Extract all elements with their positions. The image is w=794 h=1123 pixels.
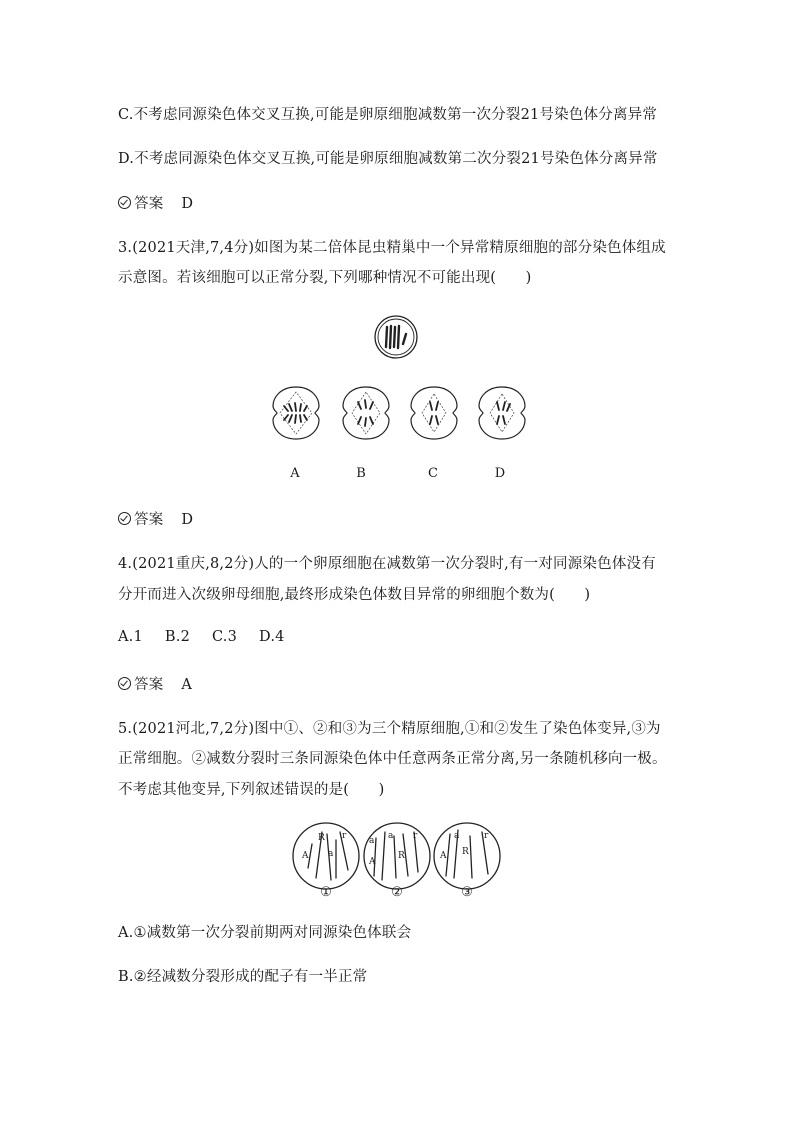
q4-option-c: C.3 <box>212 629 238 645</box>
gene-label-a-lower: a <box>388 831 394 841</box>
answer-label: 答案 <box>134 512 164 528</box>
q5-cells-figure <box>290 818 510 894</box>
gene-label-a-upper: A <box>440 851 447 861</box>
answer-label: 答案 <box>134 677 164 693</box>
q4-stem-line2: 分开而进入次级卵母细胞,最终形成染色体数目异常的卵细胞个数为( ) <box>118 587 591 603</box>
check-icon <box>118 196 131 209</box>
q4-option-d: D.4 <box>259 629 285 645</box>
q3-stem-line2: 示意图。若该细胞可以正常分裂,下列哪种情况不可能出现( ) <box>118 270 532 286</box>
gene-label-r-upper: R <box>398 851 405 861</box>
q5-figure-label-1: ① <box>320 885 332 900</box>
option-d-text: D.不考虑同源染色体交叉互换,可能是卵原细胞减数第二次分裂21号染色体分离异常 <box>118 151 658 167</box>
q3-figure-label-b: B <box>356 466 366 481</box>
q5-stem-line2: 正常细胞。②减数分裂时三条同源染色体中任意两条正常分离,另一条随机移向一极。 <box>118 751 667 767</box>
answer-row <box>118 673 192 694</box>
q3-figure-label-d: D <box>494 466 506 481</box>
q3-main-cell-figure <box>372 314 420 360</box>
answer-value: D <box>181 196 194 212</box>
q5-option-b: B.②经减数分裂形成的配子有一半正常 <box>118 969 368 985</box>
q3-figure-label-a: A <box>290 466 300 481</box>
q5-figure-label-2: ② <box>391 885 403 900</box>
q5-stem-line1: 5.(2021河北,7,2分)图中①、②和③为三个精原细胞,①和②发生了染色体变异,③为 <box>118 721 661 737</box>
gene-label-r-upper: R <box>462 847 469 857</box>
answer-value: A <box>181 677 193 693</box>
gene-label-r-upper: R <box>318 833 325 843</box>
option-c-text: C.不考虑同源染色体交叉互换,可能是卵原细胞减数第一次分裂21号染色体分离异常 <box>118 107 658 123</box>
q4-stem-line1: 4.(2021重庆,8,2分)人的一个卵原细胞在减数第一次分裂时,有一对同源染色体没有 <box>118 556 656 572</box>
gene-label-a-lower: a <box>369 836 375 846</box>
check-icon <box>118 677 131 690</box>
gene-label-a-upper: A <box>369 857 376 867</box>
q5-figure-label-3: ③ <box>461 885 473 900</box>
gene-label-r-lower: r <box>413 831 418 841</box>
gene-label-r-lower: r <box>342 831 347 841</box>
q4-options <box>118 629 307 645</box>
q3-options-figure <box>270 384 530 442</box>
q5-stem-line3: 不考虑其他变异,下列叙述错误的是( ) <box>118 782 385 798</box>
gene-label-r-lower: r <box>484 831 489 841</box>
check-icon <box>118 512 131 525</box>
q3-figure-label-c: C <box>428 466 438 481</box>
answer-label: 答案 <box>134 196 164 212</box>
gene-label-a-lower: a <box>454 831 460 841</box>
answer-value: D <box>181 512 194 528</box>
q4-option-b: B.2 <box>164 629 190 645</box>
gene-label-a-lower: a <box>328 849 334 859</box>
answer-row <box>118 508 193 529</box>
gene-label-a-upper: A <box>302 851 309 861</box>
q5-option-a: A.①减数第一次分裂前期两对同源染色体联会 <box>118 925 412 941</box>
q3-stem-line1: 3.(2021天津,7,4分)如图为某二倍体昆虫精巢中一个异常精原细胞的部分染色体组成 <box>118 240 666 256</box>
q4-option-a: A.1 <box>118 629 143 645</box>
answer-row <box>118 192 193 213</box>
